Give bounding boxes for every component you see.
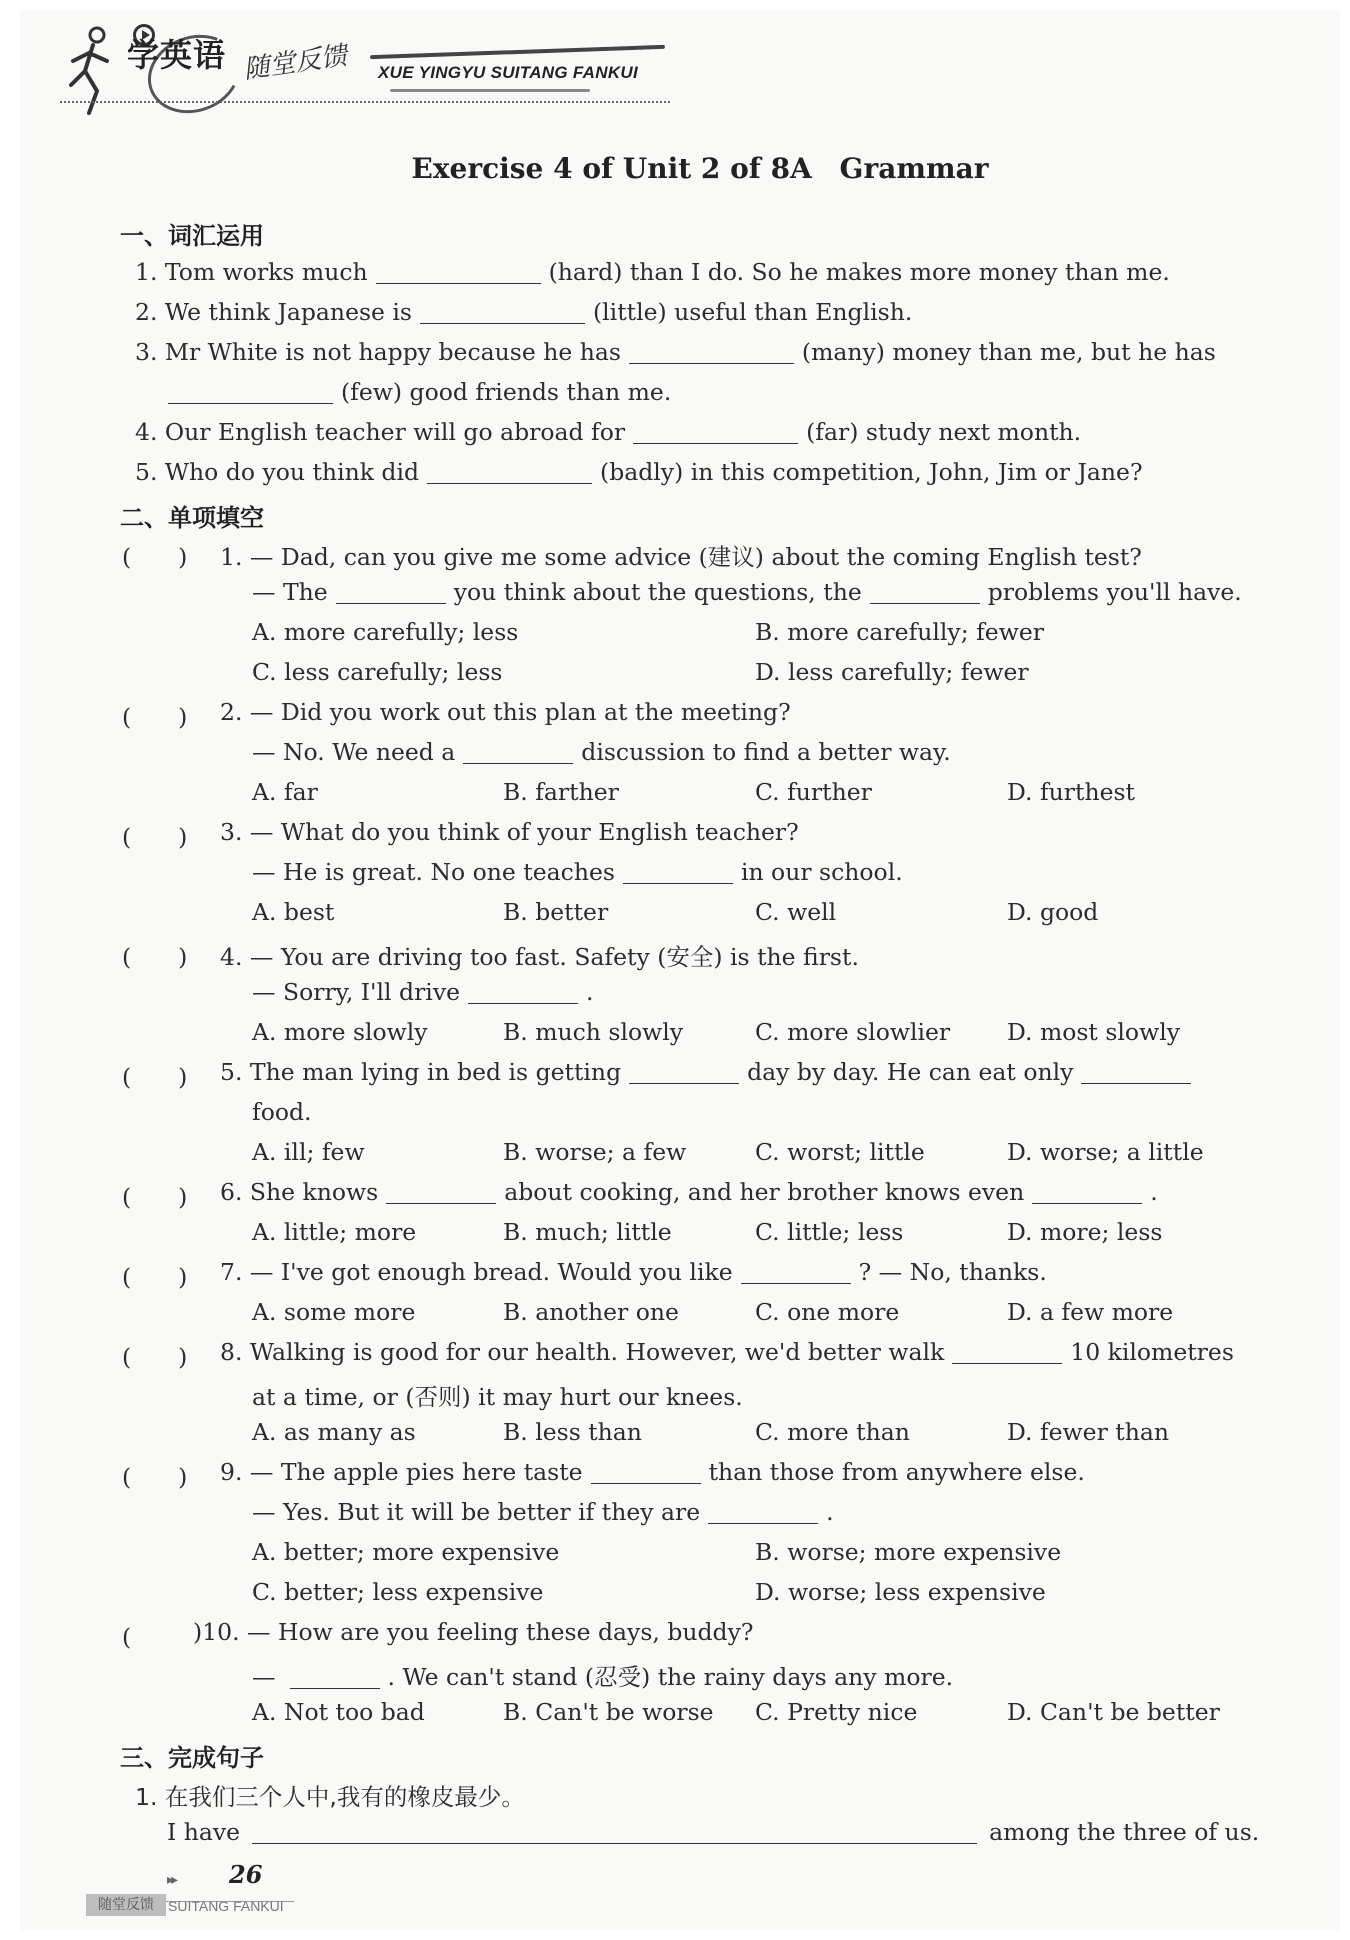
option-d[interactable]: D. worse; a little — [1007, 1138, 1204, 1166]
question-number: )10. — [193, 1618, 240, 1646]
answer-paren[interactable]: ( ) — [122, 1343, 188, 1371]
answer-paren[interactable]: ( ) — [122, 1463, 188, 1491]
question-number: 4. — [220, 943, 243, 971]
question-text: ? — No, thanks. — [858, 1258, 1047, 1286]
answer-paren[interactable]: ( ) — [122, 703, 188, 731]
option-d[interactable]: D. a few more — [1007, 1298, 1174, 1326]
footer-pinyin: SUITANG FANKUI — [168, 1898, 284, 1914]
answer-blank[interactable] — [1032, 1180, 1142, 1205]
answer-blank[interactable] — [741, 1260, 851, 1285]
answer-paren[interactable]: ( ) — [122, 1183, 188, 1211]
question-text: — You are driving too fast. Safety (安全) is the first. — [249, 943, 859, 971]
question-text: — How are you feeling these days, buddy? — [247, 1618, 754, 1646]
question-number: 2. — [220, 698, 243, 726]
option-a[interactable]: A. Not too bad — [252, 1698, 425, 1726]
question-text: I have — [167, 1818, 241, 1846]
question-text: — The apple pies here taste — [249, 1458, 583, 1486]
question-text: problems you'll have. — [987, 578, 1242, 606]
answer-blank[interactable] — [629, 1060, 739, 1085]
answer-blank[interactable] — [870, 580, 980, 605]
option-d[interactable]: D. fewer than — [1007, 1418, 1169, 1446]
option-d[interactable]: D. Can't be better — [1007, 1698, 1220, 1726]
option-a[interactable]: A. little; more — [252, 1218, 417, 1246]
option-c[interactable]: C. less carefully; less — [252, 658, 503, 686]
mc-question-8 — [220, 1338, 1234, 1366]
question-text: The man lying in bed is getting — [249, 1058, 622, 1086]
answer-paren[interactable]: ( — [122, 1623, 179, 1651]
vocab-question-5 — [135, 458, 1143, 486]
mc-question-3-line2 — [252, 858, 903, 886]
question-text: 5. Who do you think did — [135, 458, 420, 486]
question-text: — No. We need a — [252, 738, 456, 766]
question-text: (hard) than I do. So he makes more money than me. — [548, 258, 1170, 286]
answer-blank[interactable] — [1081, 1060, 1191, 1085]
question-text: about cooking, and her brother knows even — [504, 1178, 1025, 1206]
question-text: (little) useful than English. — [593, 298, 913, 326]
question-text: — Dad, can you give me some advice (建议) about the coming English test? — [249, 543, 1142, 571]
option-c[interactable]: C. worst; little — [755, 1138, 925, 1166]
question-text: . — [1150, 1178, 1158, 1206]
mc-question-9 — [220, 1458, 1085, 1486]
question-text: among the three of us. — [989, 1818, 1260, 1846]
question-text: 10 kilometres — [1070, 1338, 1234, 1366]
question-text: (few) good friends than me. — [341, 378, 672, 406]
answer-blank[interactable] — [386, 1180, 496, 1205]
question-text: 3. Mr White is not happy because he has — [135, 338, 621, 366]
option-a[interactable]: A. ill; few — [252, 1138, 365, 1166]
option-d[interactable]: D. more; less — [1007, 1218, 1163, 1246]
question-number: 6. — [220, 1178, 243, 1206]
section-heading-complete-sentences: 三、完成句子 — [120, 1744, 264, 1772]
question-text: — Did you work out this plan at the meeting? — [249, 698, 791, 726]
question-text: than those from anywhere else. — [708, 1458, 1085, 1486]
answer-blank[interactable] — [376, 260, 541, 285]
answer-blank[interactable] — [168, 380, 333, 405]
question-text: — Sorry, I'll drive — [252, 978, 461, 1006]
question-number: 5. — [220, 1058, 243, 1086]
option-c[interactable]: C. well — [755, 898, 837, 926]
mc-question-4 — [220, 938, 859, 972]
answer-paren[interactable]: ( ) — [122, 943, 188, 971]
option-c[interactable]: C. more slowlier — [755, 1018, 951, 1046]
question-number: 3. — [220, 818, 243, 846]
mc-question-3 — [220, 818, 799, 846]
sentence-question-1-chinese: 1. 在我们三个人中,我有的橡皮最少。 — [135, 1783, 525, 1811]
question-text: — Yes. But it will be better if they are — [252, 1498, 701, 1526]
question-text: . — [586, 978, 594, 1006]
option-d[interactable]: D. worse; less expensive — [755, 1578, 1046, 1606]
option-d[interactable]: D. good — [1007, 898, 1099, 926]
answer-blank[interactable] — [420, 300, 585, 325]
question-text: — He is great. No one teaches — [252, 858, 615, 886]
option-b[interactable]: B. worse; more expensive — [755, 1538, 1062, 1566]
answer-paren[interactable]: ( ) — [122, 1263, 188, 1291]
section-heading-vocabulary: 一、词汇运用 — [120, 222, 264, 250]
answer-paren[interactable]: ( ) — [122, 1063, 188, 1091]
question-text: — I've got enough bread. Would you like — [249, 1258, 733, 1286]
sentence-question-1 — [167, 1818, 1259, 1846]
answer-blank[interactable] — [252, 1820, 977, 1845]
mc-question-5-line2: food. — [252, 1098, 312, 1126]
footer-arrow-icon: ▸▸ — [167, 1872, 176, 1888]
option-c[interactable]: C. one more — [755, 1298, 900, 1326]
answer-blank[interactable] — [629, 340, 794, 365]
answer-blank[interactable] — [290, 1665, 380, 1690]
option-b[interactable]: B. another one — [503, 1298, 679, 1326]
brand-pinyin: XUE YINGYU SUITANG FANKUI — [378, 63, 639, 82]
option-c[interactable]: C. Pretty nice — [755, 1698, 918, 1726]
option-a[interactable]: A. best — [252, 898, 335, 926]
mc-question-4-line2 — [252, 978, 594, 1006]
mc-question-6 — [220, 1178, 1158, 1206]
option-a[interactable]: A. far — [252, 778, 318, 806]
brand-script: 随堂反馈 — [241, 40, 349, 86]
question-text: in our school. — [740, 858, 903, 886]
question-text: day by day. He can eat only — [747, 1058, 1074, 1086]
question-number: 9. — [220, 1458, 243, 1486]
header-dotted-rule — [60, 101, 670, 103]
question-number: 1. — [220, 543, 243, 571]
answer-blank[interactable] — [952, 1340, 1062, 1365]
option-b[interactable]: B. more carefully; fewer — [755, 618, 1044, 646]
mc-question-10-line2 — [252, 1658, 953, 1692]
answer-blank[interactable] — [463, 740, 573, 765]
answer-blank[interactable] — [623, 860, 733, 885]
question-number: 7. — [220, 1258, 243, 1286]
option-b[interactable]: B. much slowly — [503, 1018, 684, 1046]
question-text: (many) money than me, but he has — [801, 338, 1216, 366]
answer-blank[interactable] — [633, 420, 798, 445]
question-text: — — [252, 1663, 276, 1691]
mc-question-5 — [220, 1058, 1199, 1086]
mc-question-9-line2 — [252, 1498, 834, 1526]
option-a[interactable]: A. some more — [252, 1298, 416, 1326]
question-text: — The — [252, 578, 328, 606]
question-text: 2. We think Japanese is — [135, 298, 412, 326]
question-text: discussion to find a better way. — [581, 738, 951, 766]
vocab-question-1 — [135, 258, 1170, 286]
question-text: — What do you think of your English teacher? — [249, 818, 799, 846]
question-text: 1. Tom works much — [135, 258, 368, 286]
option-c[interactable]: C. better; less expensive — [252, 1578, 544, 1606]
option-a[interactable]: A. as many as — [252, 1418, 416, 1446]
mc-question-1-line2 — [252, 578, 1242, 606]
option-c[interactable]: C. little; less — [755, 1218, 904, 1246]
option-b[interactable]: B. Can't be worse — [503, 1698, 714, 1726]
vocab-question-2 — [135, 298, 912, 326]
answer-paren[interactable]: ( ) — [122, 543, 188, 571]
answer-blank[interactable] — [468, 980, 578, 1005]
banner-line — [390, 89, 590, 92]
mc-question-2-line2 — [252, 738, 951, 766]
answer-blank[interactable] — [336, 580, 446, 605]
question-text: (far) study next month. — [806, 418, 1082, 446]
question-text: . — [826, 1498, 834, 1526]
mc-question-2 — [220, 698, 791, 726]
option-b[interactable]: B. worse; a few — [503, 1138, 687, 1166]
page-title — [0, 152, 1350, 185]
question-text: . We can't stand (忍受) the rainy days any more. — [387, 1663, 954, 1691]
option-a[interactable]: A. better; more expensive — [252, 1538, 560, 1566]
option-b[interactable]: B. better — [503, 898, 609, 926]
option-a[interactable]: A. more carefully; less — [252, 618, 519, 646]
answer-blank[interactable] — [427, 460, 592, 485]
runner-logo-icon — [63, 25, 123, 117]
footer-label: 随堂反馈 — [86, 1894, 166, 1916]
question-text: She knows — [249, 1178, 379, 1206]
option-b[interactable]: B. farther — [503, 778, 619, 806]
vocab-question-3 — [135, 338, 1216, 366]
mc-question-10 — [193, 1618, 753, 1646]
page-number: 26 — [229, 1860, 263, 1889]
option-c[interactable]: C. further — [755, 778, 872, 806]
option-a[interactable]: A. more slowly — [252, 1018, 428, 1046]
question-text: Walking is good for our health. However, we'd better walk — [249, 1338, 945, 1366]
vocab-question-4 — [135, 418, 1081, 446]
answer-blank[interactable] — [591, 1460, 701, 1485]
question-text: (badly) in this competition, John, Jim or Jane? — [600, 458, 1143, 486]
mc-question-7 — [220, 1258, 1047, 1286]
option-c[interactable]: C. more than — [755, 1418, 910, 1446]
mc-question-1 — [220, 538, 1142, 572]
title-topic: Grammar — [839, 152, 989, 185]
title-exercise: Exercise 4 of Unit 2 of 8A — [411, 152, 812, 185]
vocab-question-3-cont — [158, 378, 671, 406]
option-b[interactable]: B. much; little — [503, 1218, 672, 1246]
section-heading-multiple-choice: 二、单项填空 — [120, 504, 264, 532]
answer-blank[interactable] — [708, 1500, 818, 1525]
option-d[interactable]: D. most slowly — [1007, 1018, 1180, 1046]
option-b[interactable]: B. less than — [503, 1418, 642, 1446]
question-number: 8. — [220, 1338, 243, 1366]
question-text: you think about the questions, the — [453, 578, 862, 606]
option-d[interactable]: D. less carefully; fewer — [755, 658, 1029, 686]
question-text: 4. Our English teacher will go abroad for — [135, 418, 626, 446]
brand-title: 学英语 — [127, 36, 227, 74]
mc-question-8-line2: at a time, or (否则) it may hurt our knees. — [252, 1383, 743, 1411]
answer-paren[interactable]: ( ) — [122, 823, 188, 851]
option-d[interactable]: D. furthest — [1007, 778, 1135, 806]
